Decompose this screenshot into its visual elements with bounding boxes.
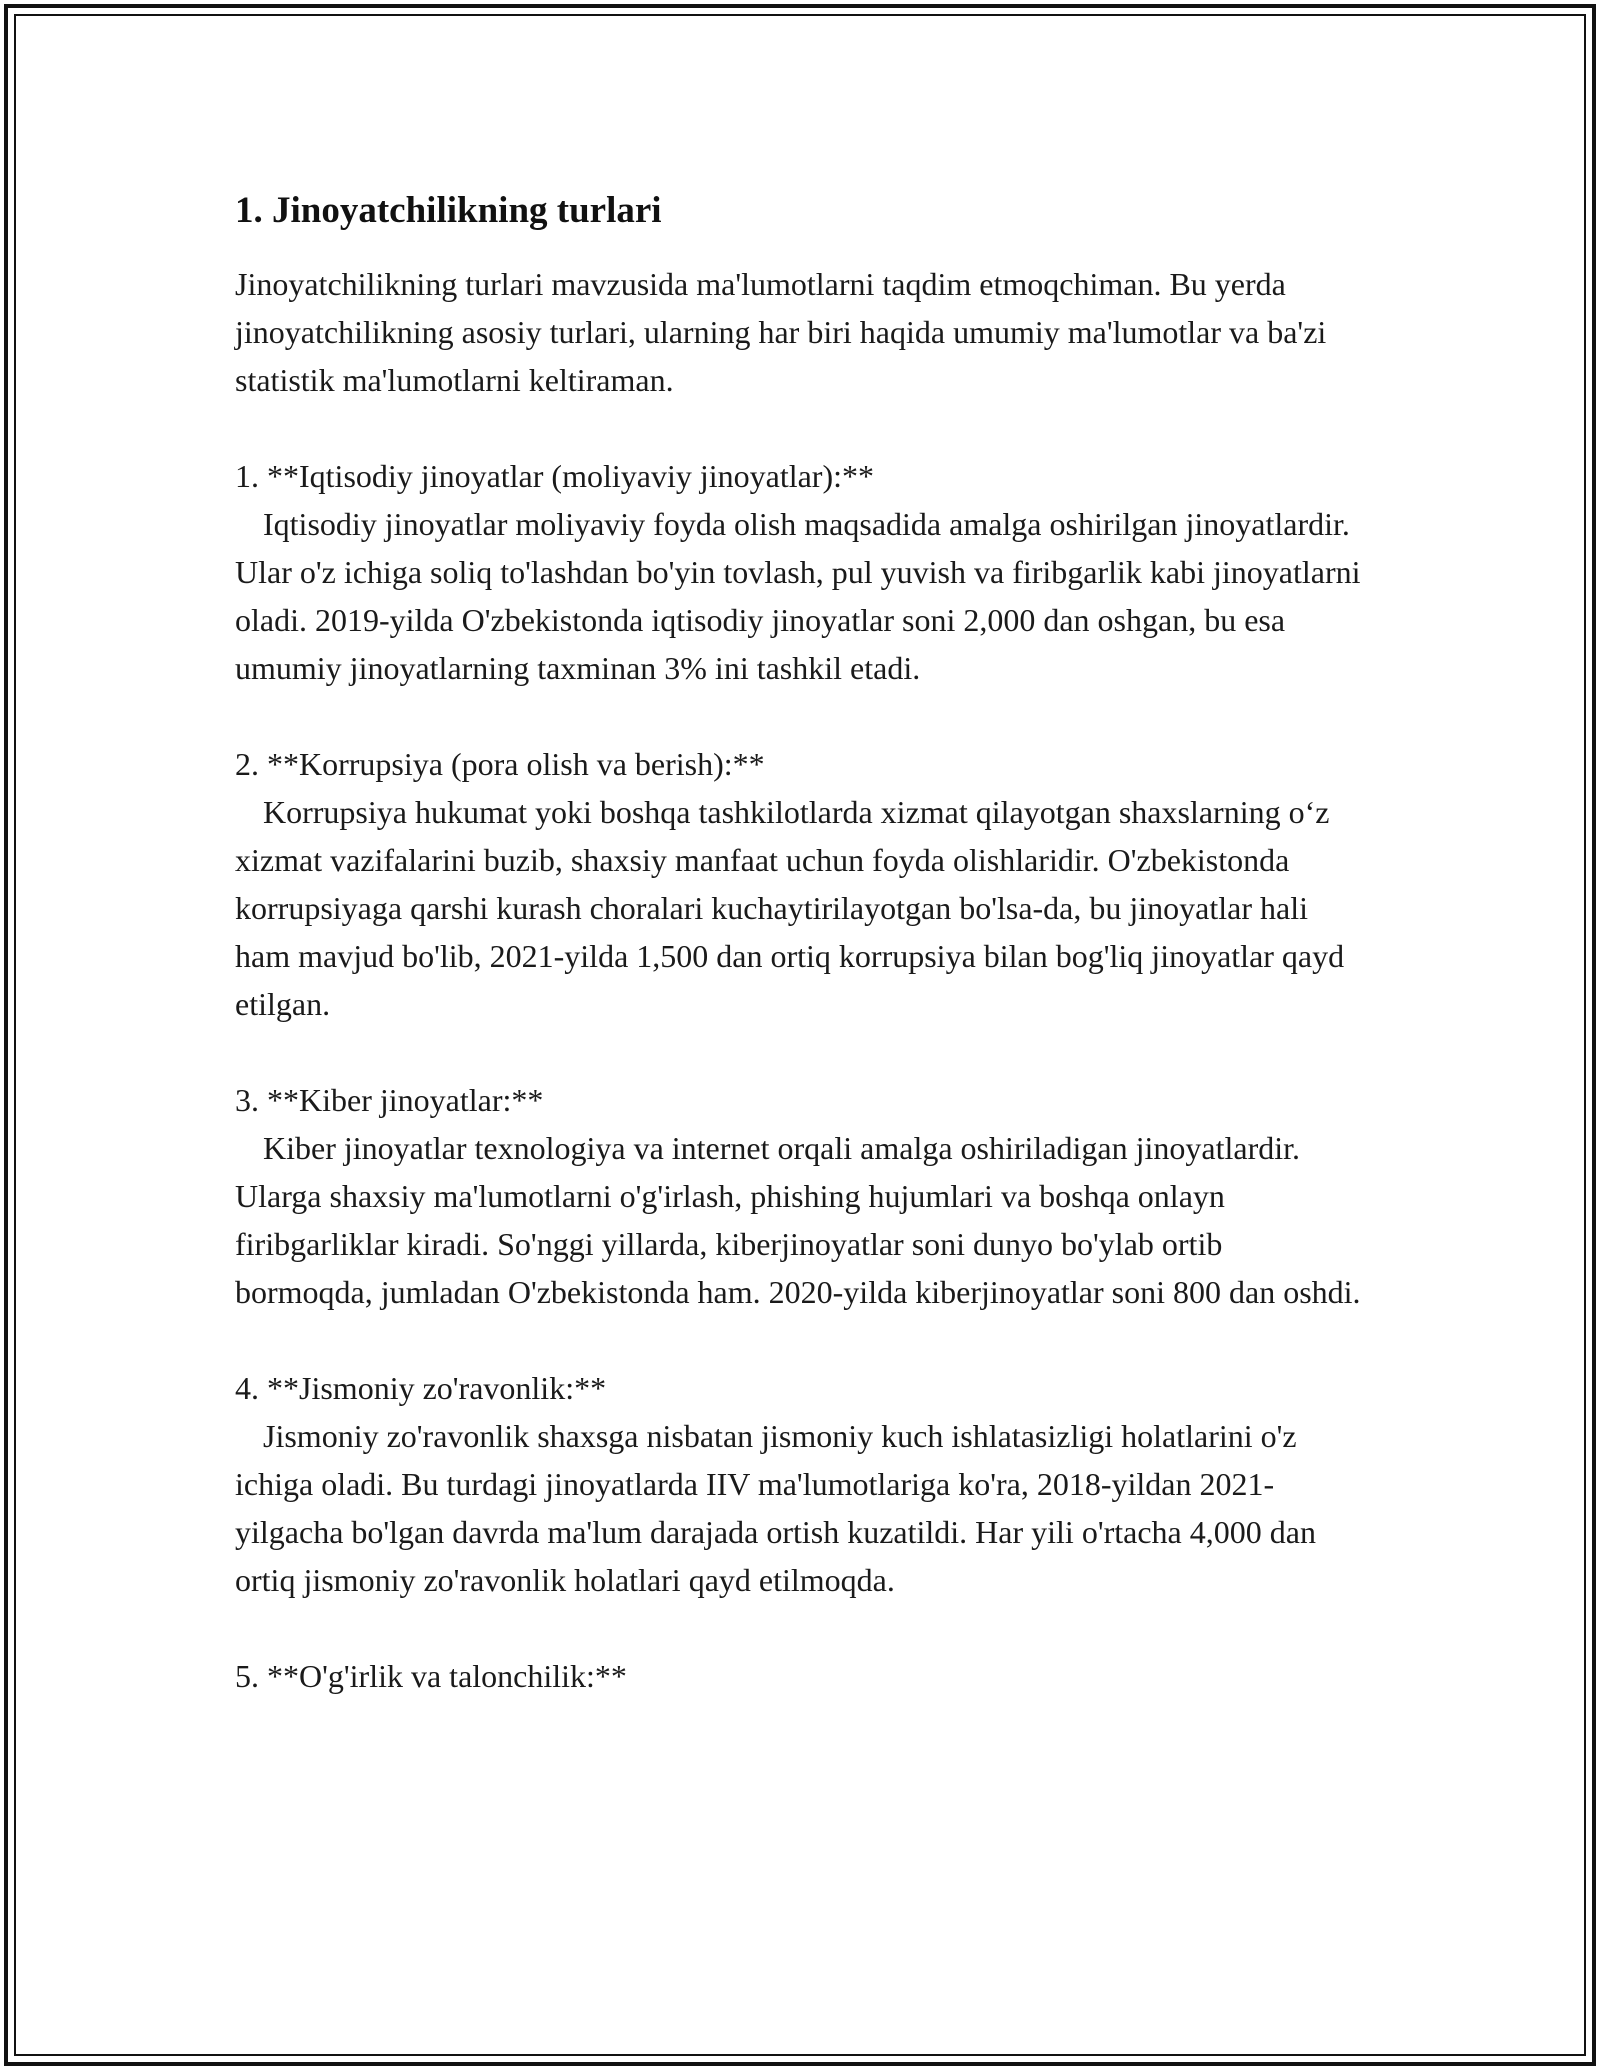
section-heading: 4. **Jismoniy zo'ravonlik:** bbox=[235, 1370, 607, 1406]
section-theft-robbery bbox=[235, 1652, 1365, 1700]
page-title: 1. Jinoyatchilikning turlari bbox=[235, 190, 662, 231]
intro-paragraph: Jinoyatchilikning turlari mavzusida ma'lumotlarni taqdim etmoqchiman. Bu yerda jinoyatchilikning asosiy turlari, ularning har biri haqida umumiy ma'lumotlar va ba'zi statistik ma'lumotlarni keltiraman. bbox=[235, 266, 1327, 398]
section-body: Korrupsiya hukumat yoki boshqa tashkilotlarda xizmat qilayotgan shaxslarning o‘z xizmat vazifalarini buzib, shaxsiy manfaat uchun foyda olishlaridir. O'zbekistonda korrupsiyaga qarshi kurash choralari kuchaytirilayotgan bo'lsa-da, bu jinoyatlar hali ham mavjud bo'lib, 2021-yilda 1,500 dan ortiq korrupsiya bilan bog'liq jinoyatlar qayd etilgan. bbox=[235, 794, 1345, 1022]
section-body: Kiber jinoyatlar texnologiya va internet orqali amalga oshiriladigan jinoyatlardir. Ularga shaxsiy ma'lumotlarni o'g'irlash, phishing hujumlari va boshqa onlayn firibgarliklar kiradi. So'nggi yillarda, kiberjinoyatlar soni dunyo bo'ylab ortib bormoqda, jumladan O'zbekistonda ham. 2020-yilda kiberjinoyatlar soni 800 dan oshdi. bbox=[235, 1130, 1361, 1310]
section-physical-violence bbox=[235, 1364, 1365, 1604]
section-cyber-crimes bbox=[235, 1076, 1365, 1316]
section-corruption bbox=[235, 740, 1365, 1028]
document-body bbox=[235, 187, 1365, 1700]
section-heading: 2. **Korrupsiya (pora olish va berish):** bbox=[235, 746, 765, 782]
section-heading: 5. **O'g'irlik va talonchilik:** bbox=[235, 1658, 627, 1694]
section-body: Jismoniy zo'ravonlik shaxsga nisbatan jismoniy kuch ishlatasizligi holatlarini o'z ichiga oladi. Bu turdagi jinoyatlarda IIV ma'lumotlariga ko'ra, 2018-yildan 2021-yilgacha bo'lgan davrda ma'lum darajada ortish kuzatildi. Har yili o'rtacha 4,000 dan ortiq jismoniy zo'ravonlik holatlari qayd etilmoqda. bbox=[235, 1418, 1316, 1598]
section-economic-crimes bbox=[235, 452, 1365, 692]
section-heading: 3. **Kiber jinoyatlar:** bbox=[235, 1082, 544, 1118]
section-heading: 1. **Iqtisodiy jinoyatlar (moliyaviy jinoyatlar):** bbox=[235, 458, 874, 494]
section-body: Iqtisodiy jinoyatlar moliyaviy foyda olish maqsadida amalga oshirilgan jinoyatlardir. Ular o'z ichiga soliq to'lashdan bo'yin tovlash, pul yuvish va firibgarlik kabi jinoyatlarni oladi. 2019-yilda O'zbekistonda iqtisodiy jinoyatlar soni 2,000 dan oshgan, bu esa umumiy jinoyatlarning taxminan 3% ini tashkil etadi. bbox=[235, 506, 1361, 686]
